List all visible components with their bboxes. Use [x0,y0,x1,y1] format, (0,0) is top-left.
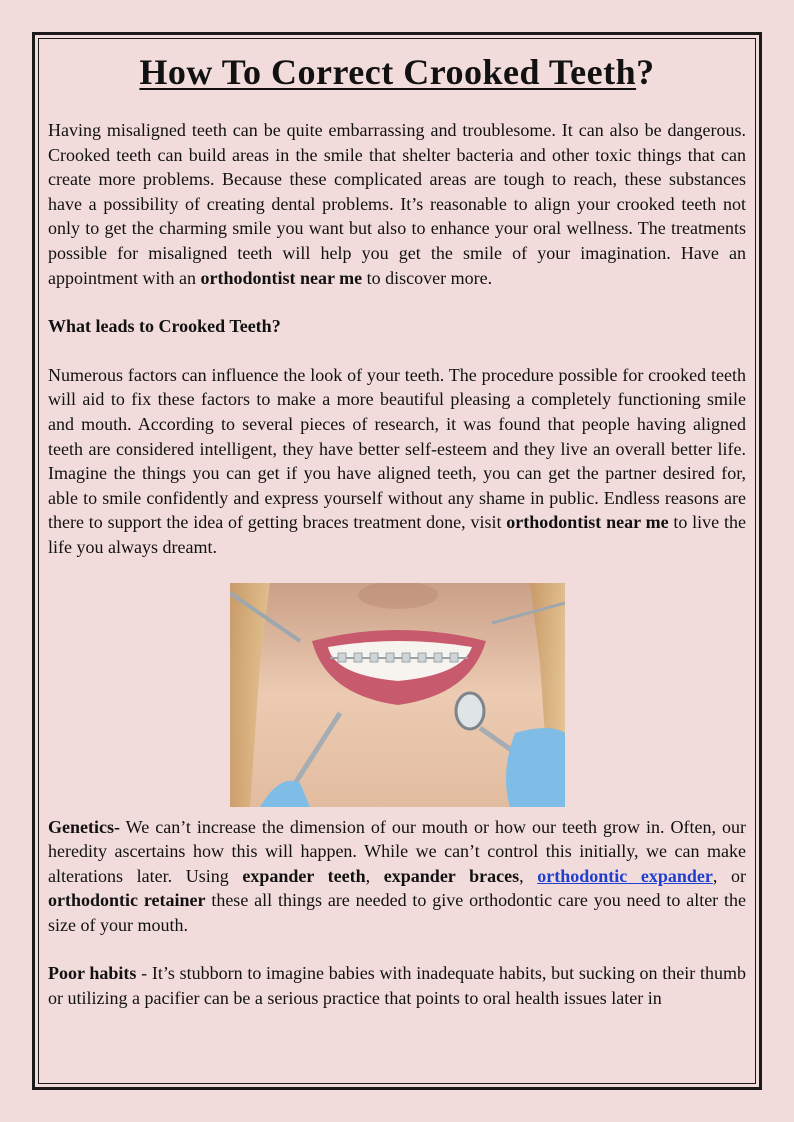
orthodontic-retainer-term: orthodontic retainer [48,890,206,911]
causes-keyword: orthodontist near me [506,512,669,533]
genetics-lead: Genetics- [48,816,120,837]
causes-paragraph [48,363,746,560]
braces-smile-illustration [230,583,565,807]
separator: , [519,865,538,886]
title-punct: ? [636,52,655,92]
intro-paragraph [48,118,746,290]
page-title [48,46,746,98]
separator: , or [712,865,747,886]
habits-lead: Poor habits [48,963,137,984]
document-body [48,46,746,1011]
section-heading: What leads to Crooked Teeth? [48,316,281,337]
causes-text: Numerous factors can influence the look of your teeth. The procedure possible for crooked teeth will aid to fix these factors to make a more beautiful pleasing a completely functioning smile and mouth. According to several pieces of research, it was found that people having aligned teeth are considered intelligent, they have better self-esteem and they live an overall better life. Imagine the things you can get if you have aligned teeth, you can get the partner desired for, able to smile confidently and express yourself without any shame in public. Endless reasons are there to support the idea of getting braces treatment done, visit [48,364,746,533]
intro-tail: to discover more. [362,267,493,288]
expander-teeth-term: expander teeth [242,865,366,886]
braces-smile-photo [230,583,565,807]
orthodontic-expander-link[interactable]: orthodontic expander [537,865,713,886]
separator: , [365,865,384,886]
image-container [48,583,746,807]
intro-text: Having misaligned teeth can be quite embarrassing and troublesome. It can also be dangerous. Crooked teeth can build areas in the smile that shelter bacteria and other toxic things that can create more problems. Because these complicated areas are tough to reach, these substances have a possibility of creating dental problems. It’s reasonable to align your crooked teeth not only to get the charming smile you want but also to enhance your oral wellness. The treatments possible for misaligned teeth will help you get the smile of your imagination. Have an appointment with an [48,120,746,288]
genetics-paragraph [48,815,746,938]
title-text: How To Correct Crooked Teeth [139,52,637,92]
habits-paragraph [48,961,746,1010]
genetics-text: We can’t increase the dimension of our mouth or how our teeth grow in. Often, our heredity ascertains how this will happen. While we can’t control this initially, we can make alterations later. Using [48,816,746,886]
expander-braces-term: expander braces [383,865,520,886]
habits-text: - It’s stubborn to imagine babies with inadequate habits, but sucking on their thumb or utilizing a pacifier can be a serious practice that points to oral health issues later in [48,963,747,1009]
causes-tail: to live the life you always dreamt. [48,512,746,557]
genetics-tail: these all things are needed to give orthodontic care you need to alter the size of your mouth. [48,890,747,935]
intro-keyword: orthodontist near me [200,267,363,288]
